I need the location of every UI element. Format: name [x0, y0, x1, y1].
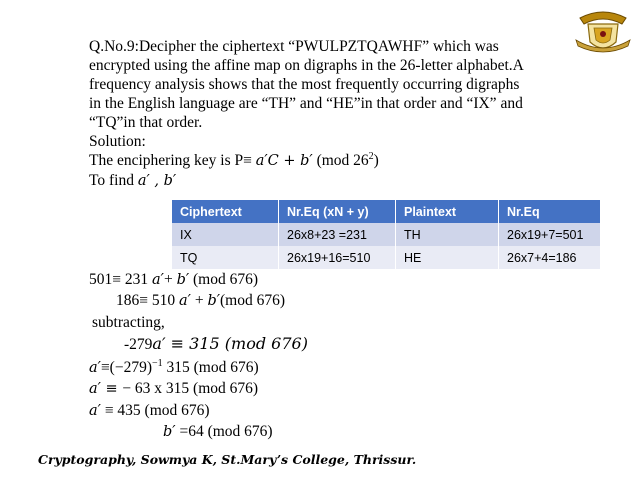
table-header-cell: Nr.Eq (xN + y): [279, 200, 396, 223]
solution-label: Solution:: [89, 133, 146, 150]
step-3: subtracting,: [92, 314, 165, 331]
digraph-table: [172, 200, 600, 269]
table-cell: IX: [172, 223, 279, 246]
table-header-cell: Plaintext: [396, 200, 499, 223]
step-1: [89, 270, 258, 290]
step-text: 501≡ 231: [89, 271, 152, 288]
table-cell: HE: [396, 246, 499, 269]
step-text: ≡(−279): [100, 359, 152, 376]
to-find-vars: a′ , b′: [137, 173, 177, 189]
key-modulus: (mod 26: [312, 152, 369, 169]
key-close: ): [373, 152, 379, 169]
step-text: +: [163, 271, 177, 288]
table-cell: TH: [396, 223, 499, 246]
step-4: [124, 334, 308, 354]
key-exponent: 2: [368, 150, 374, 162]
step-5: [89, 358, 259, 378]
step-math: b′: [176, 272, 190, 288]
footer-credit: Cryptography, Sowmya K, St.Mary’s College, Thrissur.: [38, 452, 417, 467]
question-line-2: encrypted using the affine map on digraphs in the 26-letter alphabet.A: [89, 57, 524, 74]
table-header-cell: Nr.Eq: [499, 200, 601, 223]
step-math: a′ ≡ 315 (mod 676): [152, 334, 308, 353]
key-line: [89, 151, 379, 171]
key-prefix: The enciphering key is P≡: [89, 152, 256, 169]
step-6: [89, 379, 258, 399]
to-find-line: [89, 171, 176, 191]
question-line-5: “TQ”in that order.: [89, 114, 203, 131]
table-row: [172, 246, 600, 269]
step-text: (mod 676): [220, 292, 286, 309]
step-text: 315 (mod 676): [162, 359, 259, 376]
step-2: [116, 291, 285, 311]
table-header-row: [172, 200, 600, 223]
step-math: a′: [179, 293, 191, 309]
table-cell: 26x19+7=501: [499, 223, 601, 246]
table-cell: TQ: [172, 246, 279, 269]
table-header-cell: Ciphertext: [172, 200, 279, 223]
step-math: a′: [89, 403, 101, 419]
step-text: ≡ 435 (mod 676): [100, 402, 210, 419]
table-cell: 26x7+4=186: [499, 246, 601, 269]
step-math: a′: [152, 272, 164, 288]
step-text: =64 (mod 676): [175, 423, 273, 440]
question-line-3: frequency analysis shows that the most frequently occurring digraphs: [89, 76, 520, 93]
step-math: a′: [89, 360, 101, 376]
college-crest-icon: [574, 4, 632, 56]
key-formula: a′C + b′: [255, 153, 313, 169]
step-text: (mod 676): [189, 271, 259, 288]
step-text: +: [190, 292, 208, 309]
table-cell: 26x19+16=510: [279, 246, 396, 269]
to-find-prefix: To find: [89, 172, 138, 189]
step-text: -279: [124, 336, 153, 353]
step-exponent: −1: [152, 357, 163, 369]
step-math: a′ ≡: [89, 381, 123, 397]
table-row: [172, 223, 600, 246]
table-cell: 26x8+23 =231: [279, 223, 396, 246]
step-text: − 63 x 315 (mod 676): [122, 380, 259, 397]
question-line-4: in the English language are “TH” and “HE”in that order and “IX” and: [89, 95, 523, 112]
step-text: 186≡ 510: [116, 292, 179, 309]
step-8: [163, 422, 273, 442]
step-math: b′: [163, 424, 176, 440]
step-7: [89, 401, 210, 421]
step-math: b′: [207, 293, 221, 309]
question-line-1: Q.No.9:Decipher the ciphertext “PWULPZTQAWHF” which was: [89, 38, 499, 55]
